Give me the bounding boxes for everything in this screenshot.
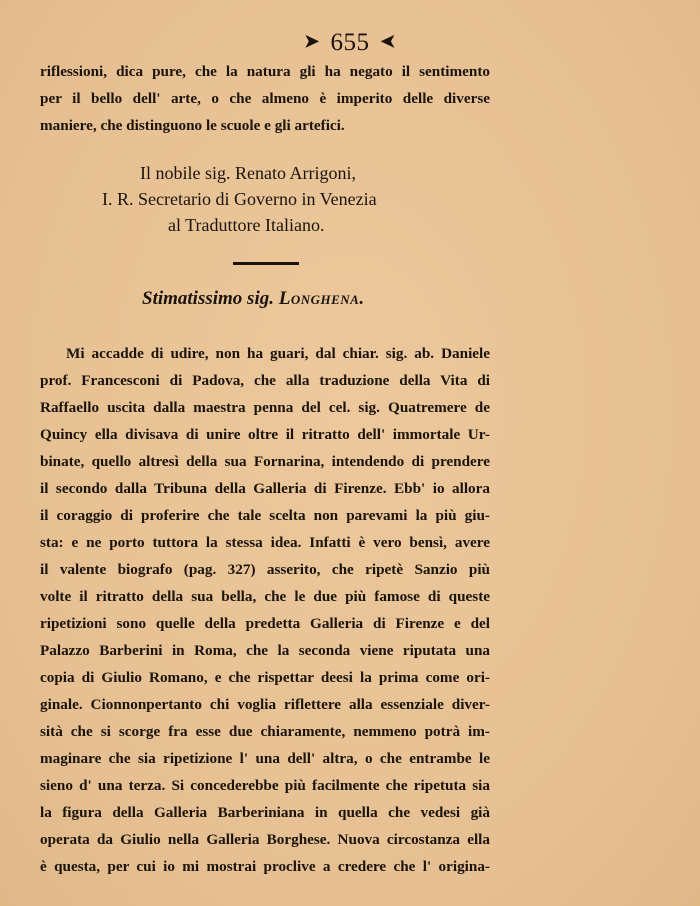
- salutation-prefix: Stimatissimo sig.: [142, 288, 279, 309]
- body-line: la figura della Galleria Barberiniana in quella che vedesi già: [40, 804, 490, 821]
- body-line: maginare che sia ripetizione l' una dell' altra, o che entrambe le: [40, 750, 490, 767]
- right-ornament-icon: ➤: [380, 31, 396, 51]
- page-number: 655: [330, 29, 370, 56]
- body-line: volte il ritratto della sua bella, che le due più famose di queste: [40, 588, 490, 605]
- intro-paragraph: [40, 58, 490, 139]
- intro-line: riflessioni, dica pure, che la natura gli ha negato il sentimento: [40, 63, 490, 80]
- salutation-name: Longhena.: [278, 288, 365, 309]
- body-line: il secondo dalla Tribuna della Galleria di Firenze. Ebb' io allora: [40, 480, 490, 497]
- address-line: Il nobile sig. Renato Arrigoni,: [140, 163, 356, 183]
- body-line: Quincy ella divisava di unire oltre il ritratto dell' immortale Ur-: [40, 426, 490, 443]
- body-line: Palazzo Barberini in Roma, che la seconda viene riputata una: [40, 642, 490, 659]
- body-line: Raffaello uscita dalla maestra penna del cel. sig. Quatremere de: [40, 399, 490, 416]
- body-line: il valente biografo (pag. 327) asserito, che ripetè Sanzio più: [40, 561, 490, 578]
- address-line: al Traduttore Italiano.: [168, 215, 325, 235]
- body-line: ripetizioni sono quelle della predetta Galleria di Firenze e del: [40, 615, 490, 632]
- body-line: sità che si scorge fra esse due chiaramente, nemmeno potrà im-: [40, 723, 490, 740]
- body-line: operata da Giulio nella Galleria Borghese. Nuova circostanza ella: [40, 831, 490, 848]
- body-line: è questa, per cui io mi mostrai proclive a credere che l' origina-: [40, 858, 490, 875]
- letter-body: [40, 340, 490, 880]
- body-line: binate, quello altresì della sua Fornarina, intendendo di prendere: [40, 453, 490, 470]
- intro-line: maniere, che distinguono le scuole e gli artefici.: [40, 117, 345, 134]
- salutation: [142, 288, 365, 310]
- intro-line: per il bello dell' arte, o che almeno è imperito delle diverse: [40, 90, 490, 107]
- body-line: Mi accadde di udire, non ha guari, dal chiar. sig. ab. Daniele: [66, 345, 490, 362]
- body-line: il coraggio di proferire che tale scelta non parevami la più giu-: [40, 507, 490, 524]
- body-line: ginale. Cionnonpertanto chi voglia riflettere alla essenziale diver-: [40, 696, 490, 713]
- left-ornament-icon: ➤: [304, 31, 320, 51]
- page-header: [0, 26, 700, 58]
- section-divider: [233, 262, 299, 265]
- body-line: sta: e ne porto tuttora la stessa idea. Infatti è vero bensì, avere: [40, 534, 490, 551]
- body-line: sieno d' una terza. Si concederebbe più facilmente che ripetuta sia: [40, 777, 490, 794]
- body-line: copia di Giulio Romano, e che rispettar deesi la prima come ori-: [40, 669, 490, 686]
- letter-address: [0, 160, 700, 238]
- body-line: prof. Francesconi di Padova, che alla traduzione della Vita di: [40, 372, 490, 389]
- address-line: I. R. Secretario di Governo in Venezia: [102, 189, 377, 209]
